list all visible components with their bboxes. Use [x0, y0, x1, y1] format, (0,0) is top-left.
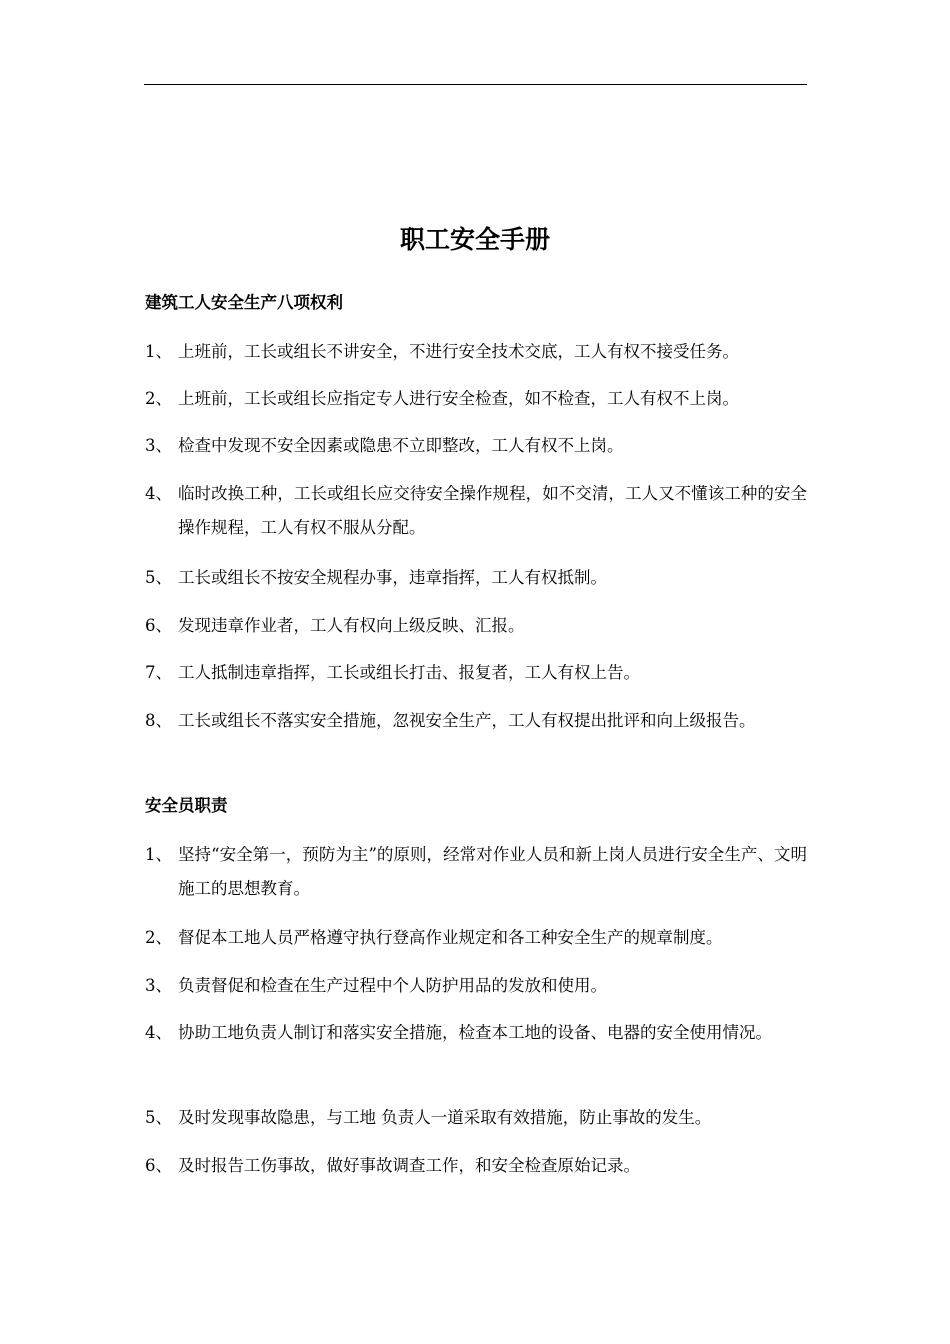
list-item	[145, 704, 807, 738]
list-item-text: 负责督促和检查在生产过程中个人防护用品的发放和使用。	[178, 976, 607, 995]
list-item	[145, 1101, 807, 1135]
list-item-number: 1、	[145, 845, 172, 864]
list-item-text: 上班前，工长或组长不讲安全，不进行安全技术交底，工人有权不接受任务。	[178, 342, 739, 361]
list-item-number: 2、	[145, 928, 172, 947]
list-item-text: 临时改换工种，工长或组长应交待安全操作规程，如不交清，工人又不懂该工种的安全操作规程，工人有权不服从分配。	[178, 484, 807, 537]
list-item	[145, 477, 807, 545]
section-heading-duties: 安全员职责	[145, 796, 228, 815]
list-item-text: 上班前，工长或组长应指定专人进行安全检查，如不检查，工人有权不上岗。	[178, 389, 739, 408]
list-item	[145, 382, 807, 416]
list-item-number: 3、	[145, 436, 172, 455]
list-item-number: 1、	[145, 342, 172, 361]
list-item	[145, 561, 807, 595]
list-item-number: 2、	[145, 389, 172, 408]
list-item	[145, 609, 807, 643]
list-item-text: 坚持“安全第一，预防为主”的原则，经常对作业人员和新上岗人员进行安全生产、文明施工的思想教育。	[178, 845, 807, 898]
list-item-number: 4、	[145, 1023, 172, 1042]
list-item-number: 5、	[145, 568, 172, 587]
list-item-text: 协助工地负责人制订和落实安全措施，检查本工地的设备、电器的安全使用情况。	[178, 1023, 772, 1042]
list-item-number: 6、	[145, 1156, 172, 1175]
list-item	[145, 335, 807, 369]
list-item-number: 4、	[145, 484, 172, 503]
list-item-number: 5、	[145, 1108, 172, 1127]
list-item-number: 8、	[145, 711, 172, 730]
list-item-text: 工人抵制违章指挥，工长或组长打击、报复者，工人有权上告。	[178, 663, 640, 682]
list-item	[145, 921, 807, 955]
list-item-text: 发现违章作业者，工人有权向上级反映、汇报。	[178, 616, 525, 635]
list-item-text: 工长或组长不按安全规程办事，违章指挥，工人有权抵制。	[178, 568, 607, 587]
list-item-text: 及时报告工伤事故，做好事故调查工作，和安全检查原始记录。	[178, 1156, 640, 1175]
list-item-number: 7、	[145, 663, 172, 682]
list-item-text: 督促本工地人员严格遵守执行登高作业规定和各工种安全生产的规章制度。	[178, 928, 723, 947]
list-item	[145, 838, 807, 906]
list-item-text: 及时发现事故隐患，与工地 负责人一道采取有效措施，防止事故的发生。	[178, 1108, 712, 1127]
list-item-number: 3、	[145, 976, 172, 995]
header-rule	[144, 84, 807, 85]
list-item	[145, 1149, 807, 1183]
list-item	[145, 429, 807, 463]
list-item	[145, 969, 807, 1003]
list-item-number: 6、	[145, 616, 172, 635]
list-item-text: 工长或组长不落实安全措施，忽视安全生产，工人有权提出批评和向上级报告。	[178, 711, 756, 730]
page-title: 职工安全手册	[399, 225, 550, 254]
list-item	[145, 656, 807, 690]
section-heading-rights: 建筑工人安全生产八项权利	[145, 293, 343, 312]
list-item	[145, 1016, 807, 1050]
list-item-text: 检查中发现不安全因素或隐患不立即整改，工人有权不上岗。	[178, 436, 624, 455]
